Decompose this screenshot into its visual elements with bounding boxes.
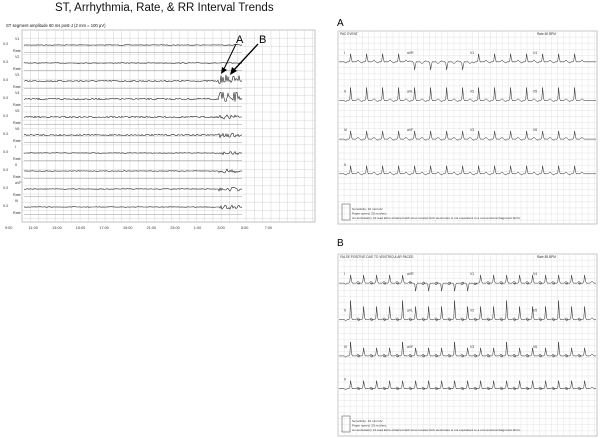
ecg-lead-label: II <box>344 89 346 94</box>
trend-time-label: 21:00 <box>146 226 157 230</box>
trend-lead-label: I <box>15 145 16 149</box>
trend-scale-label: 0.0 <box>3 204 9 208</box>
trend-rate-label: Rate <box>13 103 21 107</box>
ecg-lead-label: V1 <box>470 272 475 277</box>
ecg-lead-label: aVR <box>407 50 414 55</box>
ecg-note: Sensitivity: 10 mm/mV <box>352 207 383 211</box>
ecg-frame <box>338 31 597 224</box>
trend-rate-label: Rate <box>13 211 21 215</box>
ecg-note: An ambulatory 12-lead ECG obtained with torso located limb electrodes is not equivalent to a conventional diagnostic ECG. <box>352 216 521 221</box>
ecg-note: An ambulatory 12-lead ECG obtained with torso located limb electrodes is not equivalent to a conventional diagnostic ECG. <box>352 428 521 433</box>
ecg-a-strip <box>338 31 597 224</box>
ecg-b-strip <box>338 254 597 436</box>
ecg-header-right: Rate 85 BPM <box>537 255 556 259</box>
trend-rate-label: Rate <box>13 67 21 71</box>
ecg-lead-label: I <box>344 50 345 55</box>
ecg-b-panel-label: B <box>337 238 344 249</box>
trend-lead-label: V1 <box>15 37 20 41</box>
ecg-header-left: PAC EVENT <box>340 32 358 36</box>
trend-lead-label: II <box>15 163 17 167</box>
ecg-lead-label: II <box>344 377 346 382</box>
trend-lead-label: V3 <box>15 73 20 77</box>
trend-caption: ST segment amplitude 60 ms post-J (2 mm = 100 μV) <box>6 23 106 28</box>
trend-scale-label: 0.0 <box>3 168 9 172</box>
trend-rate-label: Rate <box>13 121 21 125</box>
ecg-note: Paper speed: 25 mm/sec <box>352 211 387 216</box>
trend-scale-label: 0.0 <box>3 150 9 154</box>
trend-rate-label: Rate <box>13 175 21 179</box>
trend-lead-label: aVF <box>15 181 22 185</box>
ecg-lead-label: III <box>344 344 347 349</box>
ecg-lead-label: V4 <box>533 50 538 55</box>
ecg-lead-label: V4 <box>533 272 538 277</box>
figure-title: ST, Arrhythmia, Rate, & RR Interval Trends <box>55 2 274 14</box>
ecg-lead-label: V6 <box>533 344 538 349</box>
trend-time-label: 15:00 <box>75 226 86 230</box>
trend-lead-label: V4 <box>15 91 20 95</box>
ecg-lead-label: V2 <box>470 89 475 94</box>
ecg-header-left: FALSE POSITIVE DUE TO VENTRICULAR PACED <box>340 255 414 259</box>
trend-scale-label: 0.0 <box>3 42 9 46</box>
ecg-lead-label: V5 <box>533 308 538 313</box>
ecg-lead-label: aVR <box>407 272 414 277</box>
ecg-lead-label: V3 <box>470 128 475 133</box>
ecg-lead-label: V1 <box>470 50 475 55</box>
trend-lead-label: V6 <box>15 127 20 131</box>
ecg-frame <box>338 254 597 436</box>
trend-time-label: 9:00 <box>5 226 13 230</box>
trend-scale-label: 0.0 <box>3 60 9 64</box>
ecg-lead-label: V6 <box>533 128 538 133</box>
ecg-lead-label: V5 <box>533 89 538 94</box>
trend-scale-label: 0.0 <box>3 114 9 118</box>
ecg-lead-label: V2 <box>470 308 475 313</box>
ecg-lead-label: II <box>344 162 346 167</box>
ecg-lead-label: aVF <box>407 344 414 349</box>
trend-scale-label: 0.0 <box>3 96 9 100</box>
trend-time-label: 5:00 <box>241 226 249 230</box>
trend-time-label: 7:00 <box>264 226 272 230</box>
arrow-b-label: B <box>259 34 267 46</box>
ecg-lead-label: V3 <box>470 344 475 349</box>
trend-grid <box>22 30 315 222</box>
trend-time-label: 17:00 <box>99 226 109 230</box>
trend-lead-label: V5 <box>15 109 20 113</box>
ecg-lead-label: aVL <box>407 308 414 313</box>
ecg-note: Paper speed: 25 mm/sec <box>352 423 387 428</box>
trend-time-label: 3:00 <box>217 226 225 230</box>
ecg-lead-label: I <box>344 272 345 277</box>
ecg-header-right: Rate 60 BPM <box>537 32 556 36</box>
trend-time-label: 1:00 <box>193 226 202 230</box>
trend-rate-label: Rate <box>13 193 21 197</box>
ecg-a-panel-label: A <box>337 18 344 29</box>
ecg-lead-label: aVF <box>407 128 414 133</box>
trend-lead-label: III <box>15 199 18 203</box>
trend-scale-label: 0.0 <box>3 78 9 82</box>
trend-rate-label: Rate <box>13 49 21 53</box>
trend-scale-label: 0.0 <box>3 132 9 136</box>
trend-time-label: 11:00 <box>28 226 38 230</box>
ecg-lead-label: II <box>344 308 346 313</box>
ecg-lead-label: aVL <box>407 89 414 94</box>
trend-scale-label: 0.0 <box>3 186 9 190</box>
trend-rate-label: Rate <box>13 85 21 89</box>
trend-time-label: 23:00 <box>170 226 180 230</box>
trend-rate-label: Rate <box>13 157 21 161</box>
trend-rate-label: Rate <box>13 139 21 143</box>
ecg-note: Sensitivity: 10 mm/mV <box>352 419 383 423</box>
trend-time-label: 13:00 <box>52 226 62 230</box>
trend-time-label: 19:00 <box>123 226 133 230</box>
arrow-a-label: A <box>236 34 244 46</box>
trend-trace <box>24 45 242 46</box>
ecg-lead-label: III <box>344 128 347 133</box>
trend-lead-label: V2 <box>15 55 20 59</box>
